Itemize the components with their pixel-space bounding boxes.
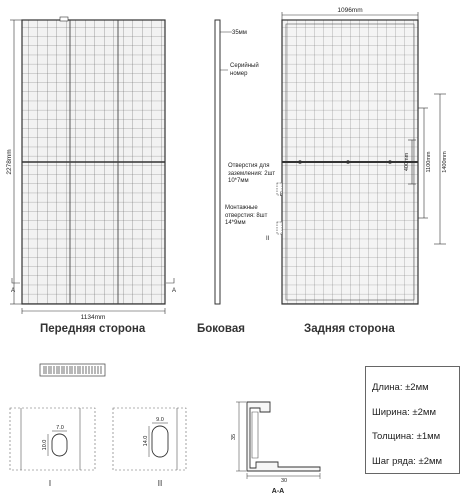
back-caption: Задняя сторона [304, 323, 395, 335]
section-marker-right: A [171, 288, 177, 294]
back-width-dimension [282, 7, 418, 20]
back-detail-marker-1: I [280, 192, 282, 198]
side-nameplate-label: Серийный номер [230, 63, 259, 77]
barcode-label [40, 364, 105, 376]
front-width-label: 1134mm [80, 314, 106, 321]
detail1-marker: I [48, 479, 52, 488]
mount-holes-label: Монтажные отверстия: 8шт 14*9мм [225, 205, 268, 226]
back-dim-1400: 1400mm [442, 151, 448, 173]
tolerance-width: Ширина: ±2мм [372, 406, 436, 418]
front-width-dimension [22, 308, 165, 321]
detail2-height: 14.0 [143, 435, 149, 447]
front-panel [22, 17, 165, 304]
back-width-label: 1096mm [337, 7, 363, 14]
tolerance-box [365, 366, 460, 474]
back-panel [277, 20, 418, 304]
profile-height: 35 [231, 433, 237, 441]
front-height-label: 2278mm [6, 149, 13, 175]
tolerance-thickness: Толщина: ±1мм [372, 431, 441, 442]
front-height-dimension [6, 20, 22, 304]
section-marker-left: A [10, 288, 16, 294]
back-dim-1100: 1100mm [426, 151, 432, 173]
front-caption: Передняя сторона [40, 323, 146, 335]
profile-width: 30 [280, 478, 288, 484]
detail1-height: 10.0 [42, 439, 48, 451]
tolerance-length: Длина: ±2мм [372, 382, 429, 393]
detail-two [113, 408, 186, 488]
tolerance-row-pitch: Шаг ряда: ±2мм [372, 455, 443, 467]
ground-holes-label: Отверстия для заземления: 2шт 10*7мм [228, 163, 276, 184]
back-detail-marker-2: II [266, 236, 270, 242]
detail-one [10, 408, 95, 488]
detail2-marker: II [157, 479, 163, 488]
detail2-width: 9.0 [156, 417, 164, 423]
back-dim-400: 400mm [404, 152, 410, 172]
profile-caption: A-A [271, 488, 285, 495]
frame-profile [231, 402, 320, 495]
side-thickness-label: 35мм [232, 30, 247, 36]
detail1-width: 7.0 [56, 425, 64, 431]
side-caption: Боковая [197, 323, 245, 335]
